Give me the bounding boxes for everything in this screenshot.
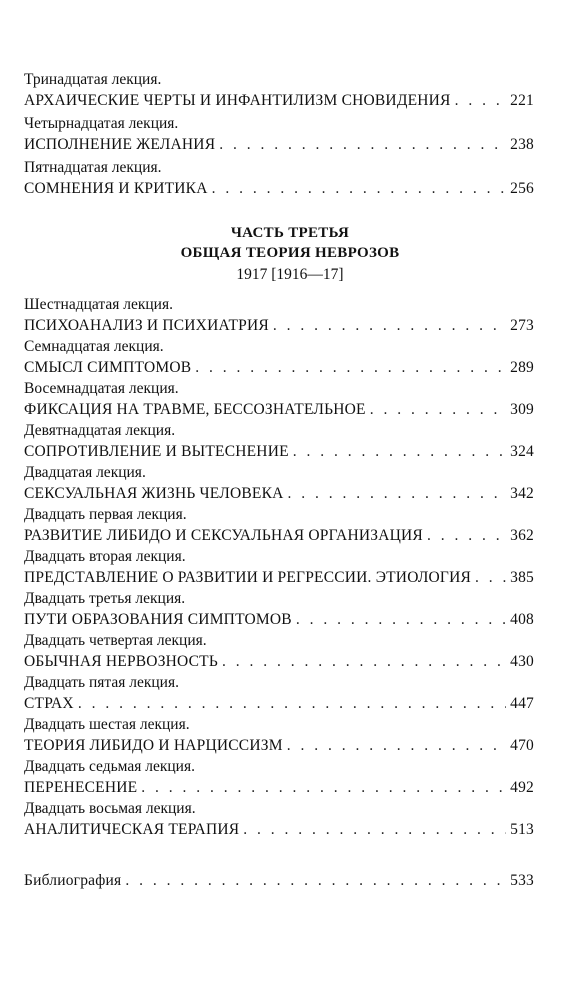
entry-line: [24, 693, 534, 714]
entry-line: [24, 399, 534, 420]
lecture-label: Двадцать шестая лекция.: [24, 716, 190, 733]
entry-line: [24, 735, 534, 756]
page-number: 447: [510, 695, 534, 712]
entry-line: [24, 483, 534, 504]
page-number: 309: [510, 401, 534, 418]
dot-leader: [273, 315, 506, 336]
entry-line: [24, 870, 534, 891]
toc-entry[interactable]: [24, 505, 534, 547]
toc-entry[interactable]: [24, 158, 534, 202]
lecture-label: Пятнадцатая лекция.: [24, 159, 162, 176]
lecture-title: РАЗВИТИЕ ЛИБИДО И СЕКСУАЛЬНАЯ ОРГАНИЗАЦИЯ: [24, 527, 423, 544]
entry-line: [24, 609, 534, 630]
page-number: 513: [510, 821, 534, 838]
dot-leader: [370, 399, 506, 420]
dot-leader: [427, 525, 506, 546]
entry-line: [24, 178, 534, 199]
toc-entry[interactable]: [24, 631, 534, 673]
dot-leader: [296, 609, 506, 630]
lecture-title: АНАЛИТИЧЕСКАЯ ТЕРАПИЯ: [24, 821, 240, 838]
lecture-title: СМЫСЛ СИМПТОМОВ: [24, 359, 192, 376]
lecture-title: ПУТИ ОБРАЗОВАНИЯ СИМПТОМОВ: [24, 611, 292, 628]
page-number: 238: [510, 136, 534, 153]
bibliography-entry[interactable]: [24, 870, 534, 891]
toc-entry[interactable]: [24, 757, 534, 799]
lecture-label: Двадцать первая лекция.: [24, 506, 187, 523]
entry-line: [24, 90, 534, 111]
entry-line: [24, 777, 534, 798]
entry-line: [24, 567, 534, 588]
lecture-title: АРХАИЧЕСКИЕ ЧЕРТЫ И ИНФАНТИЛИЗМ СНОВИДЕНИЯ: [24, 92, 451, 109]
dot-leader: [195, 357, 506, 378]
page-number: 470: [510, 737, 534, 754]
part-years: 1917 [1916—17]: [236, 266, 344, 283]
dot-leader: [475, 567, 506, 588]
lecture-title: ПЕРЕНЕСЕНИЕ: [24, 779, 138, 796]
lecture-label: Двадцать пятая лекция.: [24, 674, 179, 691]
dot-leader: [222, 651, 506, 672]
dot-leader: [212, 178, 507, 199]
page-number: 492: [510, 779, 534, 796]
toc-entry[interactable]: [24, 547, 534, 589]
lecture-label: Четырнадцатая лекция.: [24, 115, 179, 132]
entry-line: [24, 315, 534, 336]
lecture-title: СТРАХ: [24, 695, 74, 712]
toc-entry[interactable]: [24, 295, 534, 337]
entry-line: [24, 651, 534, 672]
part-title: ЧАСТЬ ТРЕТЬЯ: [230, 225, 350, 241]
page-number: 362: [510, 527, 534, 544]
lecture-title: ПРЕДСТАВЛЕНИЕ О РАЗВИТИИ И РЕГРЕССИИ. ЭТИОЛОГИЯ: [24, 569, 472, 586]
dot-leader: [141, 777, 506, 798]
lecture-label: Двадцать четвертая лекция.: [24, 632, 207, 649]
lecture-label: Девятнадцатая лекция.: [24, 422, 176, 439]
part-heading: [0, 223, 580, 285]
entry-line: [24, 357, 534, 378]
toc-entry[interactable]: [24, 799, 534, 841]
lecture-label: Семнадцатая лекция.: [24, 338, 164, 355]
toc-entry[interactable]: [24, 337, 534, 379]
lecture-title: ИСПОЛНЕНИЕ ЖЕЛАНИЯ: [24, 136, 216, 153]
entry-line: [24, 134, 534, 155]
page-number: 273: [510, 317, 534, 334]
page-number: 324: [510, 443, 534, 460]
dot-leader: [243, 819, 506, 840]
lecture-title: ПСИХОАНАЛИЗ И ПСИХИАТРИЯ: [24, 317, 269, 334]
entry-line: [24, 819, 534, 840]
toc-entry[interactable]: [24, 673, 534, 715]
lecture-title: СОПРОТИВЛЕНИЕ И ВЫТЕСНЕНИЕ: [24, 443, 289, 460]
lecture-label: Тринадцатая лекция.: [24, 71, 162, 88]
dot-leader: [288, 483, 507, 504]
lecture-label: Двадцатая лекция.: [24, 464, 146, 481]
dot-leader: [287, 735, 506, 756]
entry-line: [24, 441, 534, 462]
lecture-label: Двадцать вторая лекция.: [24, 548, 186, 565]
dot-leader: [78, 693, 506, 714]
lecture-label: Шестнадцатая лекция.: [24, 296, 173, 313]
dot-leader: [455, 90, 507, 111]
toc-entry[interactable]: [24, 114, 534, 158]
page-number: 533: [510, 872, 534, 889]
lecture-label: Восемнадцатая лекция.: [24, 380, 179, 397]
lecture-label: Двадцать восьмая лекция.: [24, 800, 196, 817]
lecture-title: ТЕОРИЯ ЛИБИДО И НАРЦИССИЗМ: [24, 737, 283, 754]
page-number: 289: [510, 359, 534, 376]
lecture-title: СОМНЕНИЯ И КРИТИКА: [24, 180, 208, 197]
toc-entry[interactable]: [24, 421, 534, 463]
dot-leader: [125, 870, 506, 891]
toc-entry[interactable]: [24, 589, 534, 631]
page-number: 256: [510, 180, 534, 197]
page-number: 342: [510, 485, 534, 502]
bibliography-title: Библиография: [24, 872, 122, 889]
entry-line: [24, 525, 534, 546]
toc-entry[interactable]: [24, 463, 534, 505]
lecture-label: Двадцать третья лекция.: [24, 590, 186, 607]
toc-top-section: [24, 70, 534, 202]
toc-part-three-section: [24, 295, 534, 841]
lecture-title: ОБЫЧНАЯ НЕРВОЗНОСТЬ: [24, 653, 218, 670]
lecture-title: ФИКСАЦИЯ НА ТРАВМЕ, БЕССОЗНАТЕЛЬНОЕ: [24, 401, 366, 418]
lecture-label: Двадцать седьмая лекция.: [24, 758, 195, 775]
part-subtitle: ОБЩАЯ ТЕОРИЯ НЕВРОЗОВ: [180, 245, 400, 261]
toc-entry[interactable]: [24, 379, 534, 421]
page-number: 430: [510, 653, 534, 670]
page-number: 221: [510, 92, 534, 109]
toc-entry[interactable]: [24, 715, 534, 757]
lecture-title: СЕКСУАЛЬНАЯ ЖИЗНЬ ЧЕЛОВЕКА: [24, 485, 284, 502]
page-number: 385: [510, 569, 534, 586]
page-number: 408: [510, 611, 534, 628]
toc-entry[interactable]: [24, 70, 534, 114]
dot-leader: [293, 441, 506, 462]
dot-leader: [219, 134, 506, 155]
